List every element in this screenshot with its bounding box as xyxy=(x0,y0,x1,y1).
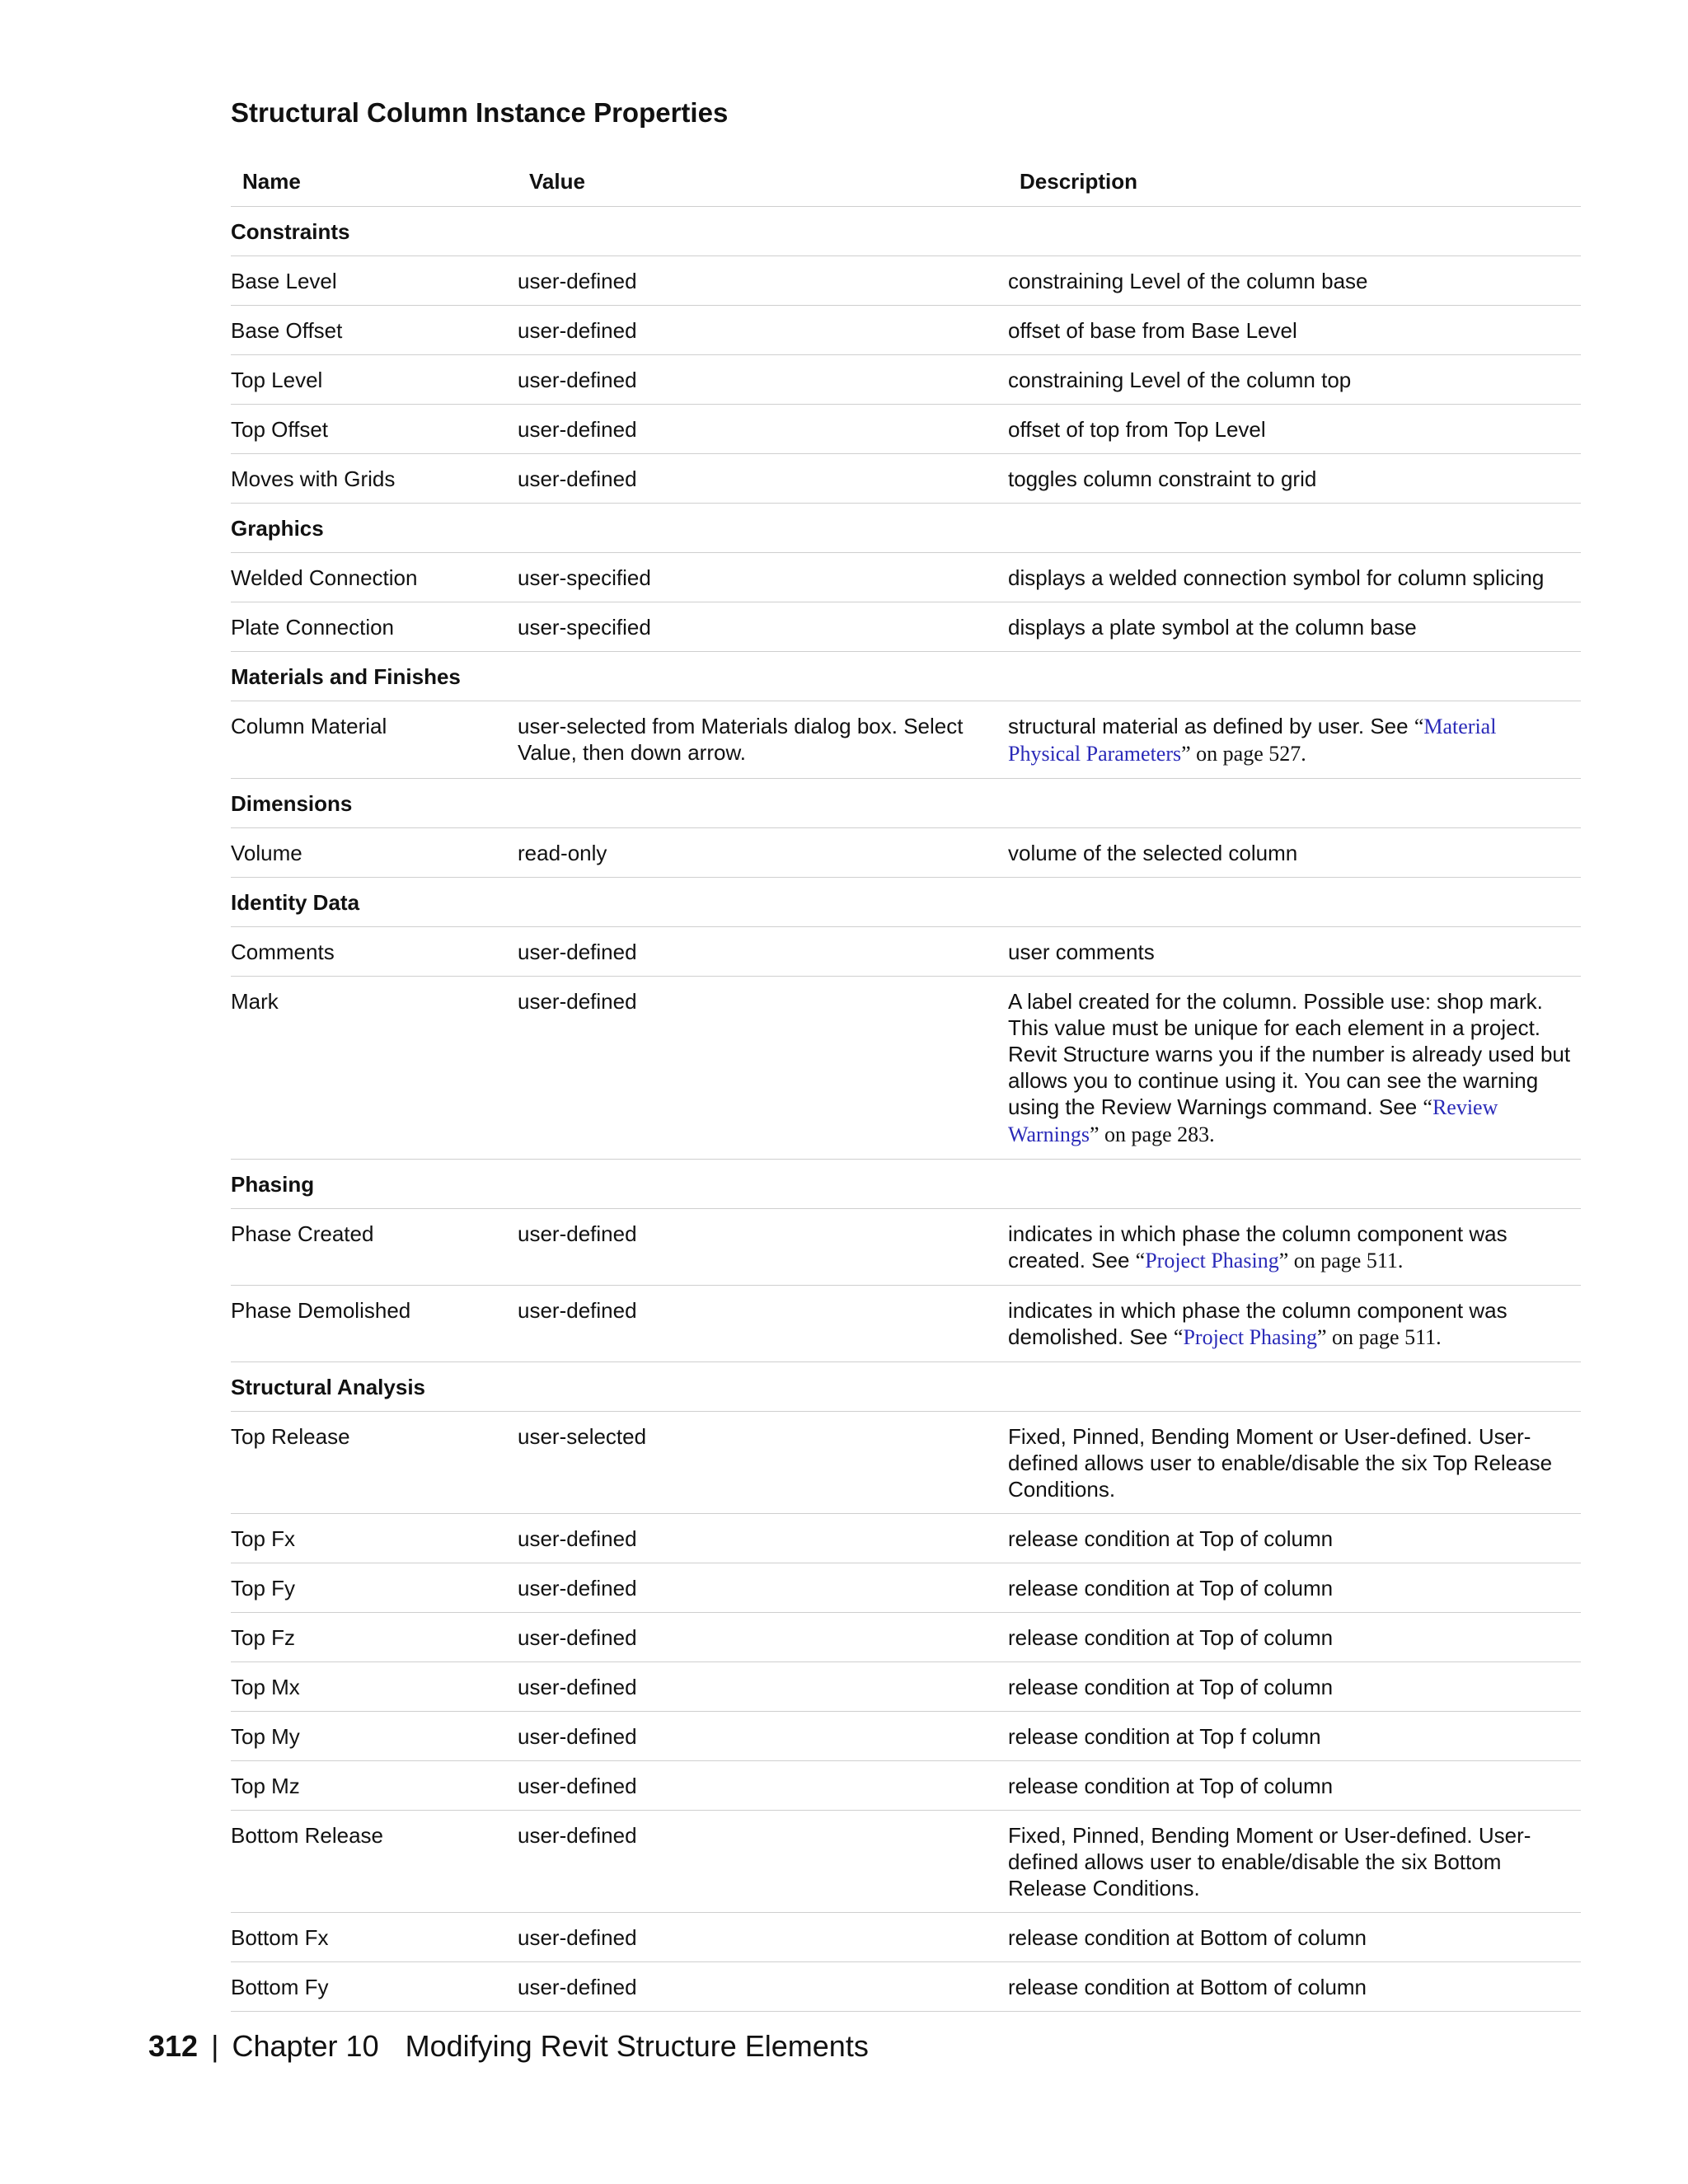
property-name: Top Offset xyxy=(231,405,518,454)
property-value: user-defined xyxy=(518,977,1008,1160)
property-name: Top Fx xyxy=(231,1514,518,1563)
property-description xyxy=(1008,927,1581,977)
property-description xyxy=(1008,1962,1581,2012)
property-value: user-defined xyxy=(518,256,1008,306)
property-value: user-defined xyxy=(518,454,1008,504)
table-body xyxy=(231,207,1581,2012)
description-text: A label created for the column. Possible use: shop mark. This value must be unique for each element in a project. Revit Structure warns you if the number is already used but allows you to continue using it. You can see the warning using the Review Warnings command. See xyxy=(1008,989,1571,1119)
description-text: release condition at Top of column xyxy=(1008,1675,1334,1699)
description-text: release condition at Bottom of column xyxy=(1008,1975,1367,1999)
property-value: user-defined xyxy=(518,927,1008,977)
property-name: Moves with Grids xyxy=(231,454,518,504)
column-header-description: Description xyxy=(1008,157,1581,207)
description-text: release condition at Top of column xyxy=(1008,1625,1334,1650)
property-name: Top Fy xyxy=(231,1563,518,1613)
property-description xyxy=(1008,454,1581,504)
property-description xyxy=(1008,701,1581,779)
description-text: “ xyxy=(1135,1249,1146,1272)
description-text: user comments xyxy=(1008,940,1155,964)
property-name: Top Mz xyxy=(231,1761,518,1811)
table-row xyxy=(231,405,1581,454)
table-row xyxy=(231,1613,1581,1662)
property-description xyxy=(1008,1286,1581,1362)
property-name: Top My xyxy=(231,1712,518,1761)
description-text: release condition at Top f column xyxy=(1008,1724,1321,1749)
table-header-row xyxy=(231,157,1581,207)
property-description xyxy=(1008,1712,1581,1761)
property-value: user-defined xyxy=(518,1613,1008,1662)
property-value: user-specified xyxy=(518,553,1008,602)
property-value: user-defined xyxy=(518,1962,1008,2012)
table-row xyxy=(231,1412,1581,1514)
table-row xyxy=(231,355,1581,405)
property-description xyxy=(1008,977,1581,1160)
property-name: Volume xyxy=(231,828,518,878)
property-name: Top Mx xyxy=(231,1662,518,1712)
property-description xyxy=(1008,1761,1581,1811)
property-value: read-only xyxy=(518,828,1008,878)
property-name: Plate Connection xyxy=(231,602,518,652)
property-description xyxy=(1008,1209,1581,1286)
table-row xyxy=(231,1712,1581,1761)
section-heading: Dimensions xyxy=(231,779,1581,828)
description-text: “ xyxy=(1423,1095,1432,1119)
table-row xyxy=(231,1811,1581,1913)
property-description xyxy=(1008,1662,1581,1712)
description-text: offset of top from Top Level xyxy=(1008,417,1266,442)
section-heading: Constraints xyxy=(231,207,1581,256)
description-text: displays a plate symbol at the column base xyxy=(1008,615,1417,640)
table-row xyxy=(231,1563,1581,1613)
table-row xyxy=(231,1962,1581,2012)
property-name: Phase Created xyxy=(231,1209,518,1286)
property-name: Comments xyxy=(231,927,518,977)
chapter-title: Modifying Revit Structure Elements xyxy=(405,2029,869,2063)
section-heading: Phasing xyxy=(231,1160,1581,1209)
property-name: Base Offset xyxy=(231,306,518,355)
section-row xyxy=(231,779,1581,828)
table-row xyxy=(231,454,1581,504)
section-row xyxy=(231,878,1581,927)
property-description xyxy=(1008,256,1581,306)
description-text: ” on page 527. xyxy=(1181,742,1306,766)
table-row xyxy=(231,256,1581,306)
section-row xyxy=(231,652,1581,701)
description-text: release condition at Top of column xyxy=(1008,1774,1334,1798)
description-text: Fixed, Pinned, Bending Moment or User-defined. User-defined allows user to enable/disable the six Top Release Conditions. xyxy=(1008,1424,1553,1502)
description-text: volume of the selected column xyxy=(1008,841,1298,865)
property-description xyxy=(1008,1811,1581,1913)
description-text: ” on page 511. xyxy=(1278,1249,1404,1272)
property-value: user-selected from Materials dialog box. Select Value, then down arrow. xyxy=(518,701,1008,779)
table-row xyxy=(231,977,1581,1160)
column-header-value: Value xyxy=(518,157,1008,207)
description-text: indicates in which phase the column component was demolished. See xyxy=(1008,1298,1507,1349)
property-description xyxy=(1008,355,1581,405)
description-text: release condition at Top of column xyxy=(1008,1576,1334,1601)
property-name: Mark xyxy=(231,977,518,1160)
description-text: release condition at Top of column xyxy=(1008,1526,1334,1551)
property-name: Bottom Release xyxy=(231,1811,518,1913)
section-heading: Identity Data xyxy=(231,878,1581,927)
property-description xyxy=(1008,1514,1581,1563)
description-text: constraining Level of the column top xyxy=(1008,368,1352,392)
property-value: user-defined xyxy=(518,1514,1008,1563)
column-header-name: Name xyxy=(231,157,518,207)
description-text: indicates in which phase the column component was created. See xyxy=(1008,1221,1507,1272)
table-row xyxy=(231,553,1581,602)
table-row xyxy=(231,1662,1581,1712)
table-row xyxy=(231,701,1581,779)
property-value: user-defined xyxy=(518,1563,1008,1613)
description-text: Fixed, Pinned, Bending Moment or User-defined. User-defined allows user to enable/disable the six Bottom Release Conditions. xyxy=(1008,1823,1531,1900)
footer-separator: | xyxy=(211,2029,219,2063)
property-value: user-defined xyxy=(518,306,1008,355)
page-number: 312 xyxy=(148,2029,199,2063)
property-name: Bottom Fx xyxy=(231,1913,518,1962)
property-description xyxy=(1008,306,1581,355)
property-name: Top Level xyxy=(231,355,518,405)
description-text: release condition at Bottom of column xyxy=(1008,1925,1367,1950)
property-value: user-defined xyxy=(518,405,1008,454)
property-description xyxy=(1008,1412,1581,1514)
section-row xyxy=(231,207,1581,256)
property-name: Column Material xyxy=(231,701,518,779)
property-description xyxy=(1008,1563,1581,1613)
description-text: structural material as defined by user. See xyxy=(1008,714,1414,738)
cross-reference-link[interactable]: Review Warnings xyxy=(1008,1095,1498,1146)
property-value: user-defined xyxy=(518,1286,1008,1362)
description-text: ” on page 283. xyxy=(1090,1122,1215,1146)
section-heading: Graphics xyxy=(231,504,1581,553)
property-description xyxy=(1008,553,1581,602)
table-row xyxy=(231,1761,1581,1811)
table-row xyxy=(231,1913,1581,1962)
property-name: Welded Connection xyxy=(231,553,518,602)
section-row xyxy=(231,504,1581,553)
table-row xyxy=(231,1286,1581,1362)
property-value: user-defined xyxy=(518,1761,1008,1811)
property-value: user-defined xyxy=(518,1712,1008,1761)
table-row xyxy=(231,828,1581,878)
description-text: “ xyxy=(1173,1325,1184,1349)
section-heading: Materials and Finishes xyxy=(231,652,1581,701)
cross-reference-link[interactable]: Project Phasing xyxy=(1183,1325,1317,1349)
description-text: ” on page 511. xyxy=(1316,1325,1442,1349)
page-footer xyxy=(148,2027,869,2065)
table-row xyxy=(231,1209,1581,1286)
table-row xyxy=(231,927,1581,977)
property-name: Top Fz xyxy=(231,1613,518,1662)
table-row xyxy=(231,602,1581,652)
cross-reference-link[interactable]: Project Phasing xyxy=(1145,1249,1279,1272)
table-row xyxy=(231,306,1581,355)
property-name: Phase Demolished xyxy=(231,1286,518,1362)
property-value: user-defined xyxy=(518,1811,1008,1913)
property-value: user-defined xyxy=(518,355,1008,405)
description-text: constraining Level of the column base xyxy=(1008,269,1368,293)
property-name: Bottom Fy xyxy=(231,1962,518,2012)
chapter-label: Chapter 10 xyxy=(232,2029,379,2063)
property-value: user-selected xyxy=(518,1412,1008,1514)
description-text: “ xyxy=(1414,715,1424,738)
property-value: user-defined xyxy=(518,1662,1008,1712)
description-text: offset of base from Base Level xyxy=(1008,318,1297,343)
section-row xyxy=(231,1160,1581,1209)
section-row xyxy=(231,1362,1581,1412)
property-value: user-defined xyxy=(518,1913,1008,1962)
property-description xyxy=(1008,602,1581,652)
description-text: toggles column constraint to grid xyxy=(1008,466,1317,491)
table-row xyxy=(231,1514,1581,1563)
page-title: Structural Column Instance Properties xyxy=(231,97,729,128)
section-heading: Structural Analysis xyxy=(231,1362,1581,1412)
property-description xyxy=(1008,405,1581,454)
properties-table xyxy=(231,157,1581,2012)
property-value: user-defined xyxy=(518,1209,1008,1286)
property-name: Base Level xyxy=(231,256,518,306)
cross-reference-link[interactable]: Material Physical Parameters xyxy=(1008,715,1497,766)
description-text: displays a welded connection symbol for column splicing xyxy=(1008,565,1545,590)
property-name: Top Release xyxy=(231,1412,518,1514)
property-description xyxy=(1008,1613,1581,1662)
property-description xyxy=(1008,828,1581,878)
property-value: user-specified xyxy=(518,602,1008,652)
property-description xyxy=(1008,1913,1581,1962)
